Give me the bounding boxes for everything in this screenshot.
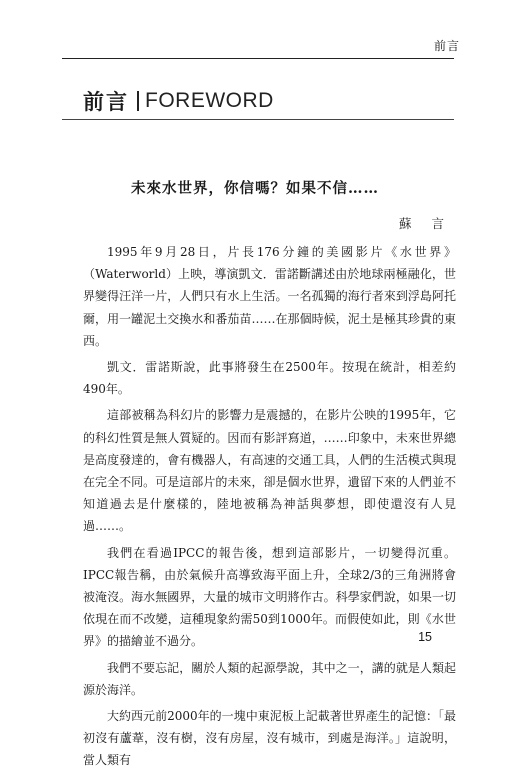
paragraph: 凱文．雷諾斯說，此事將發生在2500年。按現在統計，相差約490年。 bbox=[83, 360, 456, 397]
article-author: 蘇 言 bbox=[399, 216, 452, 231]
chapter-title-chinese: 前言 bbox=[83, 89, 129, 114]
title-rule bbox=[62, 119, 454, 120]
running-head: 前言 bbox=[433, 39, 460, 53]
chapter-title bbox=[83, 86, 274, 116]
paragraph: 大約西元前2000年的一塊中東泥板上記載著世界產生的記憶：「最初沒有蘆葦，沒有樹，沒有房屋，沒有城市，到處是海洋。」這說明，當人類有 bbox=[83, 709, 456, 768]
page-number: 15 bbox=[418, 630, 432, 644]
paragraph: 我們不要忘記，關於人類的起源學說，其中之一，講的就是人類起源於海洋。 bbox=[83, 660, 456, 697]
chapter-title-english: FOREWORD bbox=[145, 89, 274, 112]
article-title: 未來水世界，你信嗎？如果不信…… bbox=[131, 180, 379, 197]
header-rule bbox=[62, 58, 454, 59]
paragraph: 1995年9月28日，片長176分鐘的美國影片《水世界》（Waterworld）上映，導演凱文．雷諾斷講述由於地球兩極融化，世界變得汪洋一片，人們只有水上生活。一名孤獨的海行者來到浮島阿托爾，用一罐泥土交換水和番茄苗……在那個時候，泥土是極其珍貴的東西。 bbox=[83, 245, 456, 348]
paragraph: 這部被稱為科幻片的影響力是震撼的，在影片公映的1995年，它的科幻性質是無人質疑的。因而有影評寫道，……印象中，未來世界總是高度發達的，會有機器人，有高速的交通工具，人們的生活模式與現在完全不同。可是這部片的未來，卻是個水世界，遺留下來的人們並不知道過去是什麼樣的，陸地被稱為神話與夢想，即使還沒有人見過……。 bbox=[83, 408, 456, 534]
paragraph: 我們在看過IPCC的報告後，想到這部影片，一切變得沉重。IPCC報告稱，由於氣候升高導致海平面上升，全球2/3的三角洲將會被淹沒。海水無國界，大量的城市文明將作古。科學家們說，如果一切依現在而不改變，這種現象約需50到1000年。而假使如此，則《水世界》的描繪並不過分。 bbox=[83, 545, 456, 649]
title-separator-bar bbox=[137, 91, 139, 111]
body-text bbox=[83, 241, 456, 776]
